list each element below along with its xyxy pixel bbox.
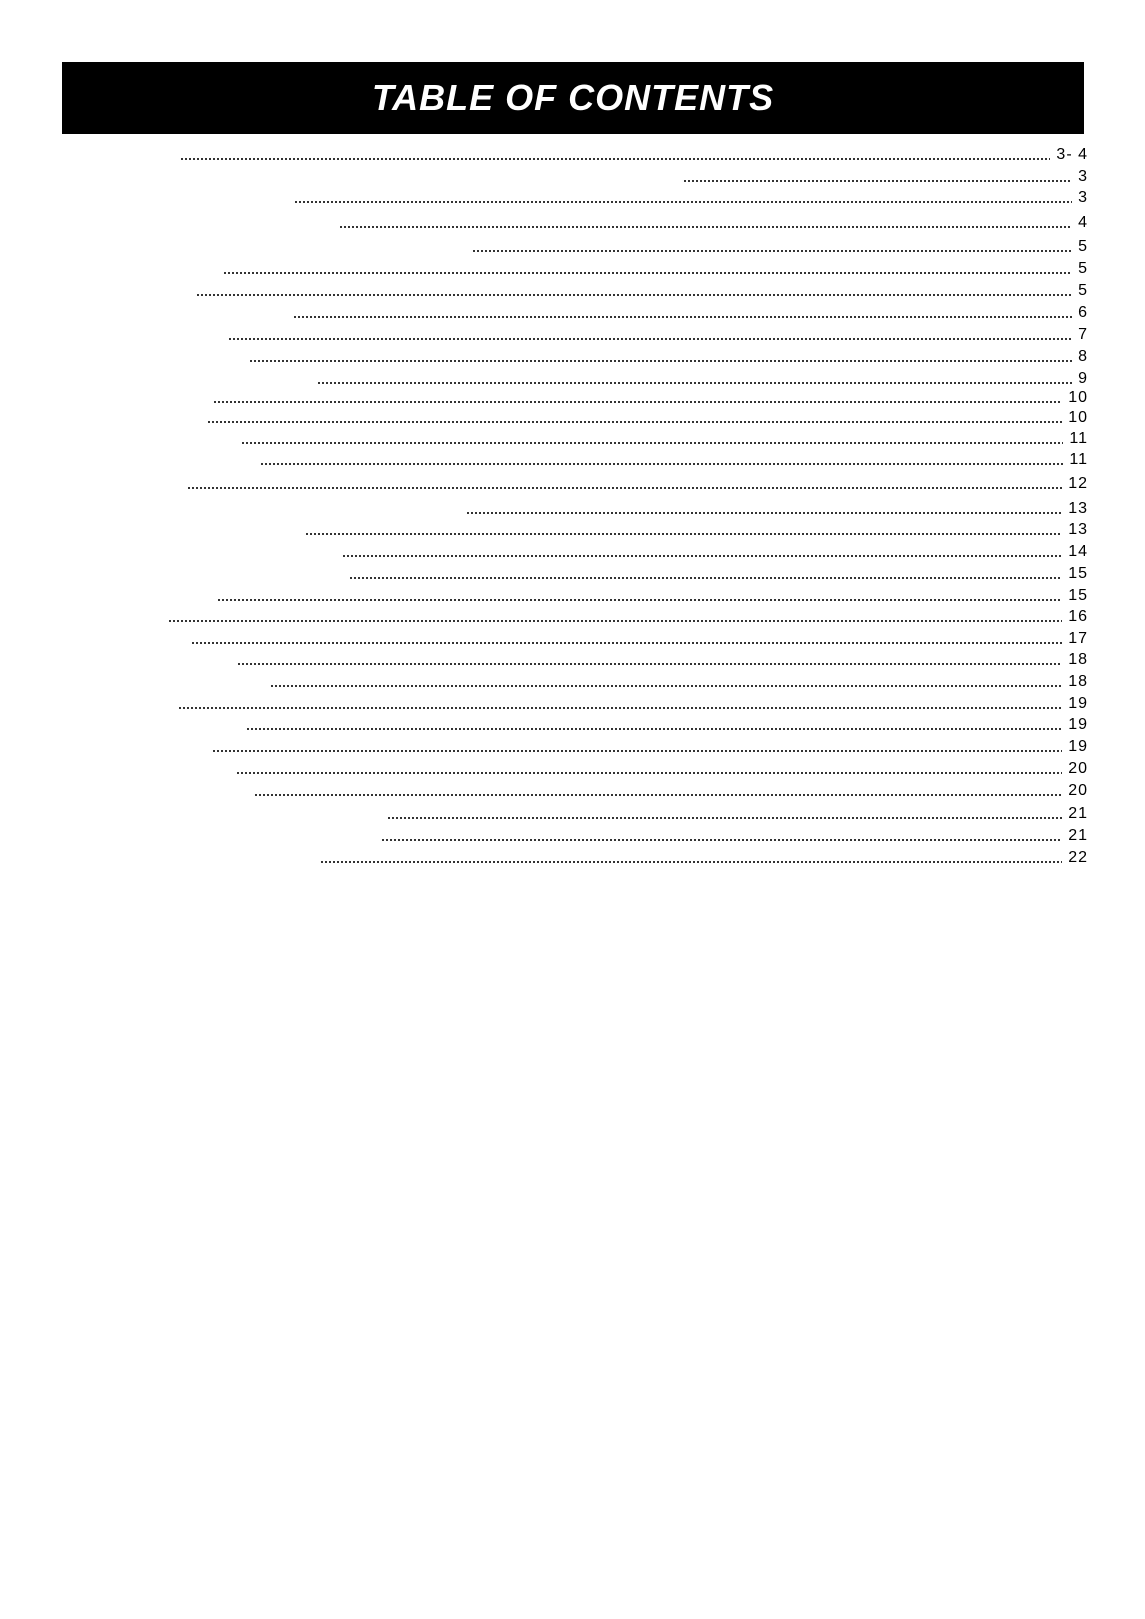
toc-entry [293, 302, 1088, 322]
toc-entry [246, 714, 1088, 734]
dot-leader [213, 401, 1062, 403]
dot-leader [342, 555, 1062, 557]
dot-leader [472, 250, 1072, 252]
dot-leader [339, 226, 1072, 228]
toc-entry [260, 449, 1088, 469]
dot-leader [237, 663, 1062, 665]
toc-entry [241, 428, 1088, 448]
toc-entry [349, 563, 1088, 583]
toc-page-number: 5 [1078, 282, 1088, 299]
toc-page-number: 13 [1068, 500, 1088, 517]
toc-page-number: 10 [1068, 389, 1088, 406]
dot-leader [381, 839, 1062, 841]
toc-page-number: 5 [1078, 238, 1088, 255]
dot-leader [305, 533, 1062, 535]
toc-entry [228, 324, 1088, 344]
toc-entry [342, 541, 1088, 561]
toc-page-number: 8 [1078, 348, 1088, 365]
toc-entry [212, 736, 1088, 756]
dot-leader [683, 180, 1072, 182]
toc-page-number: 3- 4 [1056, 146, 1088, 163]
toc-entry [180, 144, 1088, 164]
toc-page-number: 19 [1068, 738, 1088, 755]
toc-entry [249, 346, 1088, 366]
toc-entry [168, 606, 1088, 626]
dot-leader [207, 421, 1062, 423]
dot-leader [168, 620, 1062, 622]
toc-entry [217, 585, 1088, 605]
toc-entry [387, 803, 1088, 823]
page-title: TABLE OF CONTENTS [371, 77, 775, 118]
toc-page-number: 18 [1068, 673, 1088, 690]
toc-entry [191, 628, 1088, 648]
toc-page-number: 19 [1068, 695, 1088, 712]
toc-entry [187, 473, 1088, 493]
toc-page-number: 10 [1068, 409, 1088, 426]
dot-leader [260, 463, 1063, 465]
dot-leader [254, 794, 1062, 796]
toc-entry [683, 166, 1088, 186]
dot-leader [293, 316, 1072, 318]
dot-leader [196, 294, 1072, 296]
toc-page-number: 12 [1068, 475, 1088, 492]
toc-page-number: 20 [1068, 782, 1088, 799]
toc-entry [472, 236, 1088, 256]
toc-entry [381, 825, 1088, 845]
toc-entry [317, 368, 1088, 388]
dot-leader [466, 512, 1062, 514]
toc-page-number: 15 [1068, 565, 1088, 582]
toc-entry [339, 212, 1088, 232]
toc-page-number: 14 [1068, 543, 1088, 560]
toc-page-number: 11 [1069, 430, 1088, 447]
toc-page-number: 5 [1078, 260, 1088, 277]
dot-leader [387, 817, 1062, 819]
toc-page-number: 9 [1078, 370, 1088, 387]
toc-page-number: 13 [1068, 521, 1088, 538]
dot-leader [187, 487, 1062, 489]
toc-page-number: 11 [1069, 451, 1088, 468]
toc-entry [196, 280, 1088, 300]
dot-leader [178, 707, 1062, 709]
toc-page-number: 6 [1078, 304, 1088, 321]
toc-page-number: 3 [1078, 189, 1088, 206]
toc-page-number: 3 [1078, 168, 1088, 185]
toc-entry [237, 649, 1088, 669]
toc-entry [320, 847, 1088, 867]
toc-page-number: 15 [1068, 587, 1088, 604]
dot-leader [212, 750, 1062, 752]
dot-leader [180, 158, 1050, 160]
toc-entry [254, 780, 1088, 800]
toc-entry [207, 407, 1088, 427]
dot-leader [349, 577, 1062, 579]
dot-leader [270, 685, 1062, 687]
toc-page-number: 20 [1068, 760, 1088, 777]
dot-leader [317, 382, 1072, 384]
dot-leader [191, 642, 1062, 644]
dot-leader [249, 360, 1072, 362]
toc-page-number: 7 [1078, 326, 1088, 343]
toc-entry [213, 387, 1088, 407]
toc-page-number: 19 [1068, 716, 1088, 733]
toc-entry [178, 693, 1088, 713]
dot-leader [320, 861, 1062, 863]
toc-entry [305, 519, 1088, 539]
dot-leader [223, 272, 1072, 274]
dot-leader [294, 201, 1072, 203]
dot-leader [228, 338, 1072, 340]
dot-leader [217, 599, 1062, 601]
toc-entry [466, 498, 1088, 518]
toc-entry [294, 187, 1088, 207]
dot-leader [236, 772, 1062, 774]
toc-page-number: 18 [1068, 651, 1088, 668]
toc-page-number: 21 [1068, 827, 1088, 844]
toc-page-number: 17 [1068, 630, 1088, 647]
dot-leader [241, 442, 1063, 444]
toc-entry [223, 258, 1088, 278]
toc-page-number: 22 [1068, 849, 1088, 866]
toc-page-number: 21 [1068, 805, 1088, 822]
toc-entry [270, 671, 1088, 691]
toc-page-number: 16 [1068, 608, 1088, 625]
toc-page-number: 4 [1078, 214, 1088, 231]
toc-entry [236, 758, 1088, 778]
dot-leader [246, 728, 1062, 730]
